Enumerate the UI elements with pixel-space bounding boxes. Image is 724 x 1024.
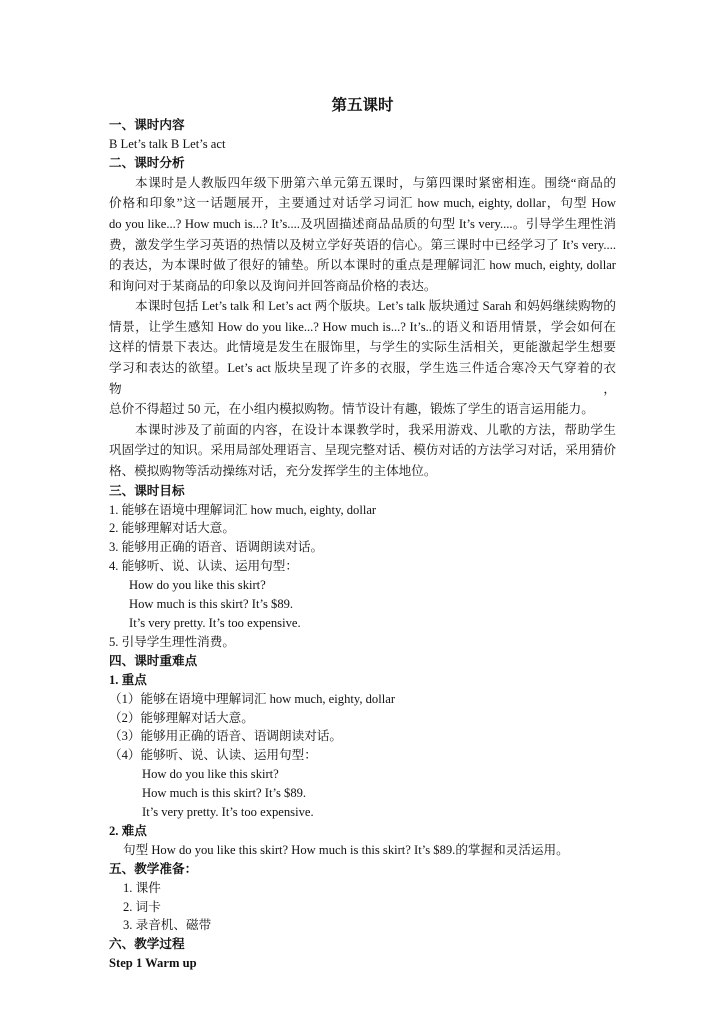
text-line: 本课时是人教版四年级下册第六单元第五课时，与第四课时紧密相连。围绕“商品的 [135,175,616,190]
preparation-item: 1. 课件 [123,880,161,895]
text-line: 本课时涉及了前面的内容，在设计本课教学时，我采用游戏、儿歌的方法，帮助学生 [135,422,616,437]
text-line: 学习和表达的欲望。Let’s act 版块呈现了许多的衣服，学生选三件适合寒冷天气穿着的衣物， [109,361,616,396]
text-line: 费，激发学生学习英语的热情以及树立学好英语的信心。第三课时中已经学习了 It’s very.... [109,237,616,252]
section-heading-process: 六、教学过程 [109,937,185,952]
text-line: 巩固学过的知识。采用局部处理语言、呈现完整对话、模仿对话的方法学习对话，采用猜价 [109,443,616,458]
text-line: 本课时包括 Let’s talk 和 Let’s act 两个版块。Let’s talk 版块通过 Sarah 和妈妈继续购物的 [135,299,616,314]
text-line: 价格和印象”这一话题展开，主要通过对话学习词汇 how much, eighty, dollar，句型 How [109,196,616,211]
section-heading-analysis: 二、课时分析 [109,155,185,170]
difficulty-text: 句型 How do you like this skirt? How much is this skirt? It’s $89.的掌握和灵活运用。 [123,842,569,857]
text-line: 的表达，为本课时做了很好的铺垫。所以本课时的重点是理解词汇 how much, eighty, dollar [109,258,616,273]
section-heading-key-points: 四、课时重难点 [109,653,198,668]
key-point-item: （2）能够理解对话大意。 [109,710,254,725]
section-heading-content: 一、课时内容 [109,118,185,132]
text-line: do you like...? How much is...? It’s....及巩固描述商品品质的句型 It’s very....。引导学生理性消 [109,216,616,231]
section-heading-preparation: 五、教学准备： [109,861,198,876]
step-heading: Step 1 Warm up [109,956,197,971]
objective-item: 1. 能够在语境中理解词汇 how much, eighty, dollar [109,502,377,517]
preparation-item: 2. 词卡 [123,899,161,914]
sentence-pattern: How much is this skirt? It’s $89. [129,597,294,612]
objective-item: 4. 能够听、说、认读、运用句型： [109,559,298,574]
text-line: 总价不得超过 50 元，在小组内模拟购物。情节设计有趣，锻炼了学生的语言运用能力。 [109,402,594,417]
objective-item: 3. 能够用正确的语音、语调朗读对话。 [109,540,324,555]
sentence-pattern: How do you like this skirt? [129,578,266,593]
key-point-item: （3）能够用正确的语音、语调朗读对话。 [109,729,342,744]
objective-item: 2. 能够理解对话大意。 [109,521,235,536]
key-points-heading: 1. 重点 [109,672,147,687]
analysis-paragraph-2 [109,296,616,420]
key-point-item: （1）能够在语境中理解词汇 how much, eighty, dollar [109,691,396,706]
sentence-pattern: It’s very pretty. It’s too expensive. [129,615,301,630]
sentence-pattern: It’s very pretty. It’s too expensive. [142,805,314,820]
section-heading-objectives: 三、课时目标 [109,483,185,498]
analysis-paragraph-1 [109,173,616,297]
sentence-pattern: How much is this skirt? It’s $89. [142,786,307,801]
text-line: 和询问对于某商品的印象以及询问并回答商品价格的表达。 [109,278,437,293]
lesson-content: B Let’s talk B Let’s act [109,136,226,151]
objective-item: 5. 引导学生理性消费。 [109,634,235,649]
difficulty-heading: 2. 难点 [109,823,147,838]
key-point-item: （4）能够听、说、认读、运用句型： [109,748,317,763]
text-line: 格、模拟购物等活动操练对话，充分发挥学生的主体地位。 [109,464,437,479]
analysis-paragraph-3 [109,420,616,482]
text-line: 这样的情景下表达。此情境是发生在服饰里，与学生的实际生活相关，更能激起学生想要 [109,340,616,355]
preparation-item: 3. 录音机、磁带 [123,918,212,933]
sentence-pattern: How do you like this skirt? [142,767,279,782]
text-line: 情景，让学生感知 How do you like...? How much is...? It’s..的语义和语用情景，学会如何在 [109,319,616,334]
page-title: 第五课时 [331,97,394,114]
document-page [109,96,616,973]
